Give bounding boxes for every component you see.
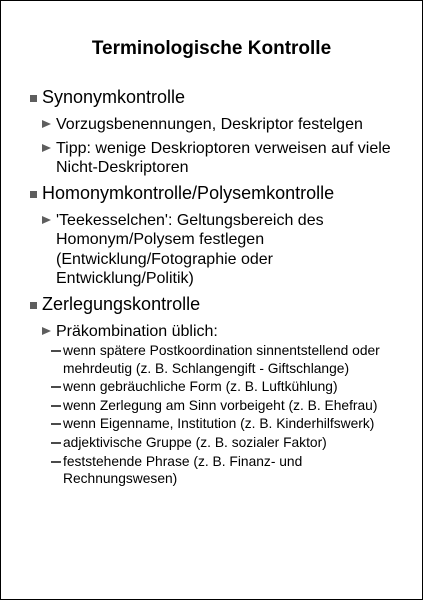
bullet-label: Zerlegungskontrolle	[42, 293, 201, 314]
dash-bullet-label: feststehende Phrase (z. B. Finanz- und Rechnungswesen)	[63, 453, 303, 487]
dash-bullet-icon	[51, 350, 61, 352]
dash-bullet-adjektivisch	[1, 434, 422, 452]
sub-bullet-praekombination	[1, 322, 422, 342]
dash-bullet-label: wenn Zerlegung am Sinn vorbeigeht (z. B. Ehefrau)	[63, 397, 378, 413]
bullet-label: Synonymkontrolle	[42, 87, 186, 107]
dash-bullet-phrase	[1, 453, 422, 488]
square-bullet-icon	[30, 95, 37, 102]
bullet-label: Homonymkontrolle/Polysemkontrolle	[42, 182, 335, 203]
sub-bullet-label: Präkombination üblich:	[56, 322, 218, 340]
dash-bullet-eigenname	[1, 415, 422, 433]
dash-bullet-label: wenn gebräuchliche Form (z. B. Luftkühlung)	[63, 379, 338, 395]
dash-bullet-icon	[51, 386, 61, 388]
dash-bullet-label: adjektivische Gruppe (z. B. sozialer Faktor)	[63, 434, 327, 450]
sub-bullet-label: Tipp: wenige Deskrioptoren verweisen auf viele Nicht-Deskriptoren	[56, 139, 391, 176]
sub-bullet-tipp	[1, 139, 422, 178]
dash-bullet-icon	[51, 405, 61, 407]
triangle-bullet-icon	[42, 144, 51, 152]
triangle-bullet-icon	[42, 216, 51, 224]
square-bullet-icon	[30, 191, 37, 198]
square-bullet-icon	[30, 302, 37, 309]
dash-bullet-zerlegung	[1, 397, 422, 415]
triangle-bullet-icon	[42, 120, 51, 128]
sub-bullet-vorzugsbenennungen	[1, 115, 422, 135]
bullet-list	[1, 84, 422, 488]
dash-bullet-gebraeuchliche-form	[1, 378, 422, 396]
sub-bullet-label: Vorzugsbenennungen, Deskriptor festelgen	[56, 116, 363, 133]
sub-bullet-label: 'Teekesselchen': Geltungsbereich des Homonym/Polysem festlegen (Entwicklung/Fotographie oder Entwicklung/Politik)	[56, 211, 324, 287]
dash-bullet-postkoordination	[1, 342, 422, 377]
dash-bullet-label: wenn spätere Postkoordination sinnentstellend oder mehrdeutig (z. B. Schlangengift - Giftschlange)	[63, 343, 380, 376]
dash-bullet-icon	[51, 461, 61, 463]
bullet-homonymkontrolle	[1, 182, 422, 205]
sub-bullet-teekesselchen	[1, 211, 422, 289]
slide-title: Terminologische Kontrolle	[91, 38, 332, 59]
dash-bullet-icon	[51, 423, 61, 425]
dash-bullet-label: wenn Eigenname, Institution (z. B. Kinderhilfswerk)	[63, 416, 375, 432]
bullet-synonymkontrolle	[1, 86, 422, 109]
triangle-bullet-icon	[42, 327, 51, 335]
bullet-zerlegungskontrolle	[1, 293, 422, 316]
dash-bullet-icon	[51, 442, 61, 444]
